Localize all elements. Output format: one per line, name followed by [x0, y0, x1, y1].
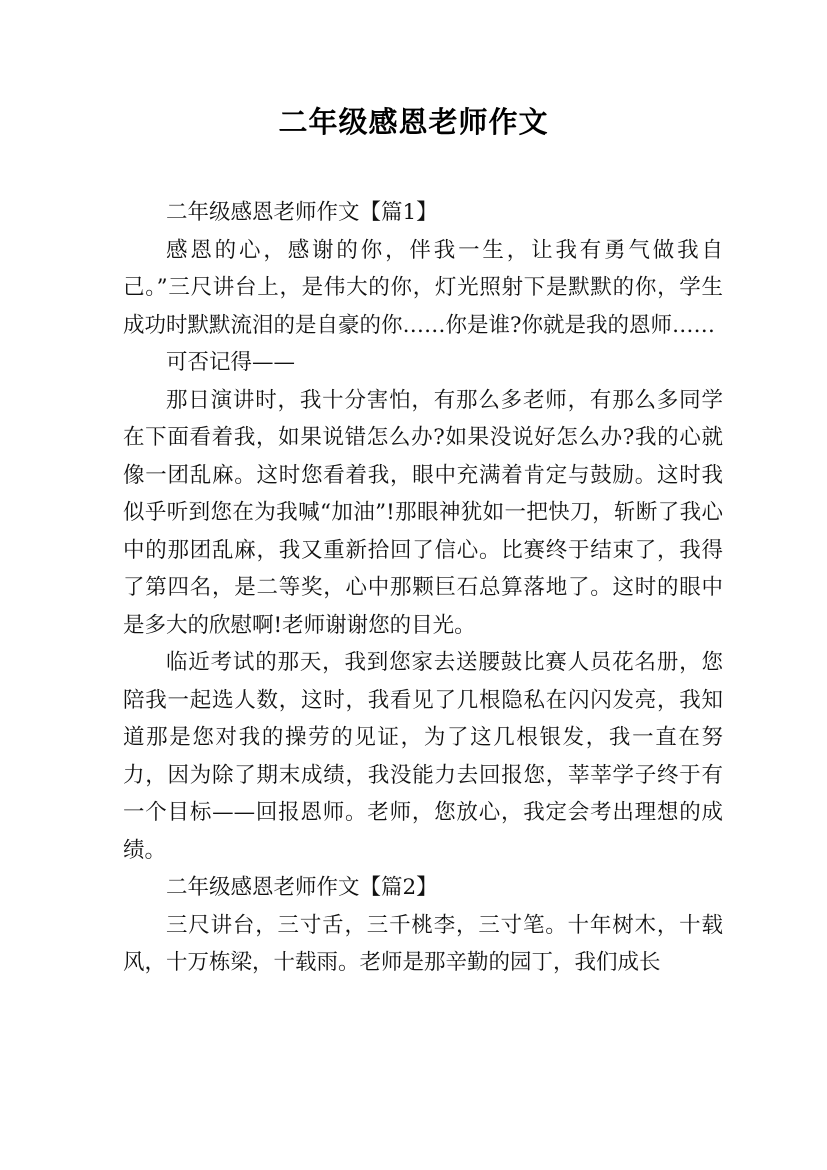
- paragraph: 三尺讲台，三寸舌，三千桃李，三寸笔。十年树木，十载风，十万栋梁，十载雨。老师是那辛勤的园丁，我们成长: [123, 912, 723, 975]
- document-body: [123, 194, 723, 982]
- section-heading-2: 二年级感恩老师作文【篇2】: [166, 875, 438, 900]
- paragraph: 临近考试的那天，我到您家去送腰鼓比赛人员花名册，您陪我一起选人数，这时，我看见了几根隐私在闪闪发亮，我知道那是您对我的操劳的见证，为了这几根银发，我一直在努力，因为除了期末成绩，我没能力去回报您，莘莘学子终于有一个目标——回报恩师。老师，您放心，我定会考出理想的成绩。: [123, 650, 723, 863]
- paragraph: 感恩的心，感谢的你，伴我一生，让我有勇气做我自己。”三尺讲台上，是伟大的你，灯光照射下是默默的你，学生成功时默默流泪的是自豪的你……你是谁?你就是我的恩师……: [123, 237, 723, 338]
- paragraph: 可否记得——: [166, 350, 296, 375]
- section-heading-1: 二年级感恩老师作文【篇1】: [166, 200, 438, 225]
- paragraph: 那日演讲时，我十分害怕，有那么多老师，有那么多同学在下面看着我，如果说错怎么办?如果没说好怎么办?我的心就像一团乱麻。这时您看着我，眼中充满着肯定与鼓励。这时我似乎听到您在为我喊“加油”!那眼神犹如一把快刀，斩断了我心中的那团乱麻，我又重新拾回了信心。比赛终于结束了，我得了第四名，是二等奖，心中那颗巨石总算落地了。这时的眼中是多大的欣慰啊!老师谢谢您的目光。: [123, 387, 723, 638]
- document-title: 二年级感恩老师作文: [278, 105, 549, 139]
